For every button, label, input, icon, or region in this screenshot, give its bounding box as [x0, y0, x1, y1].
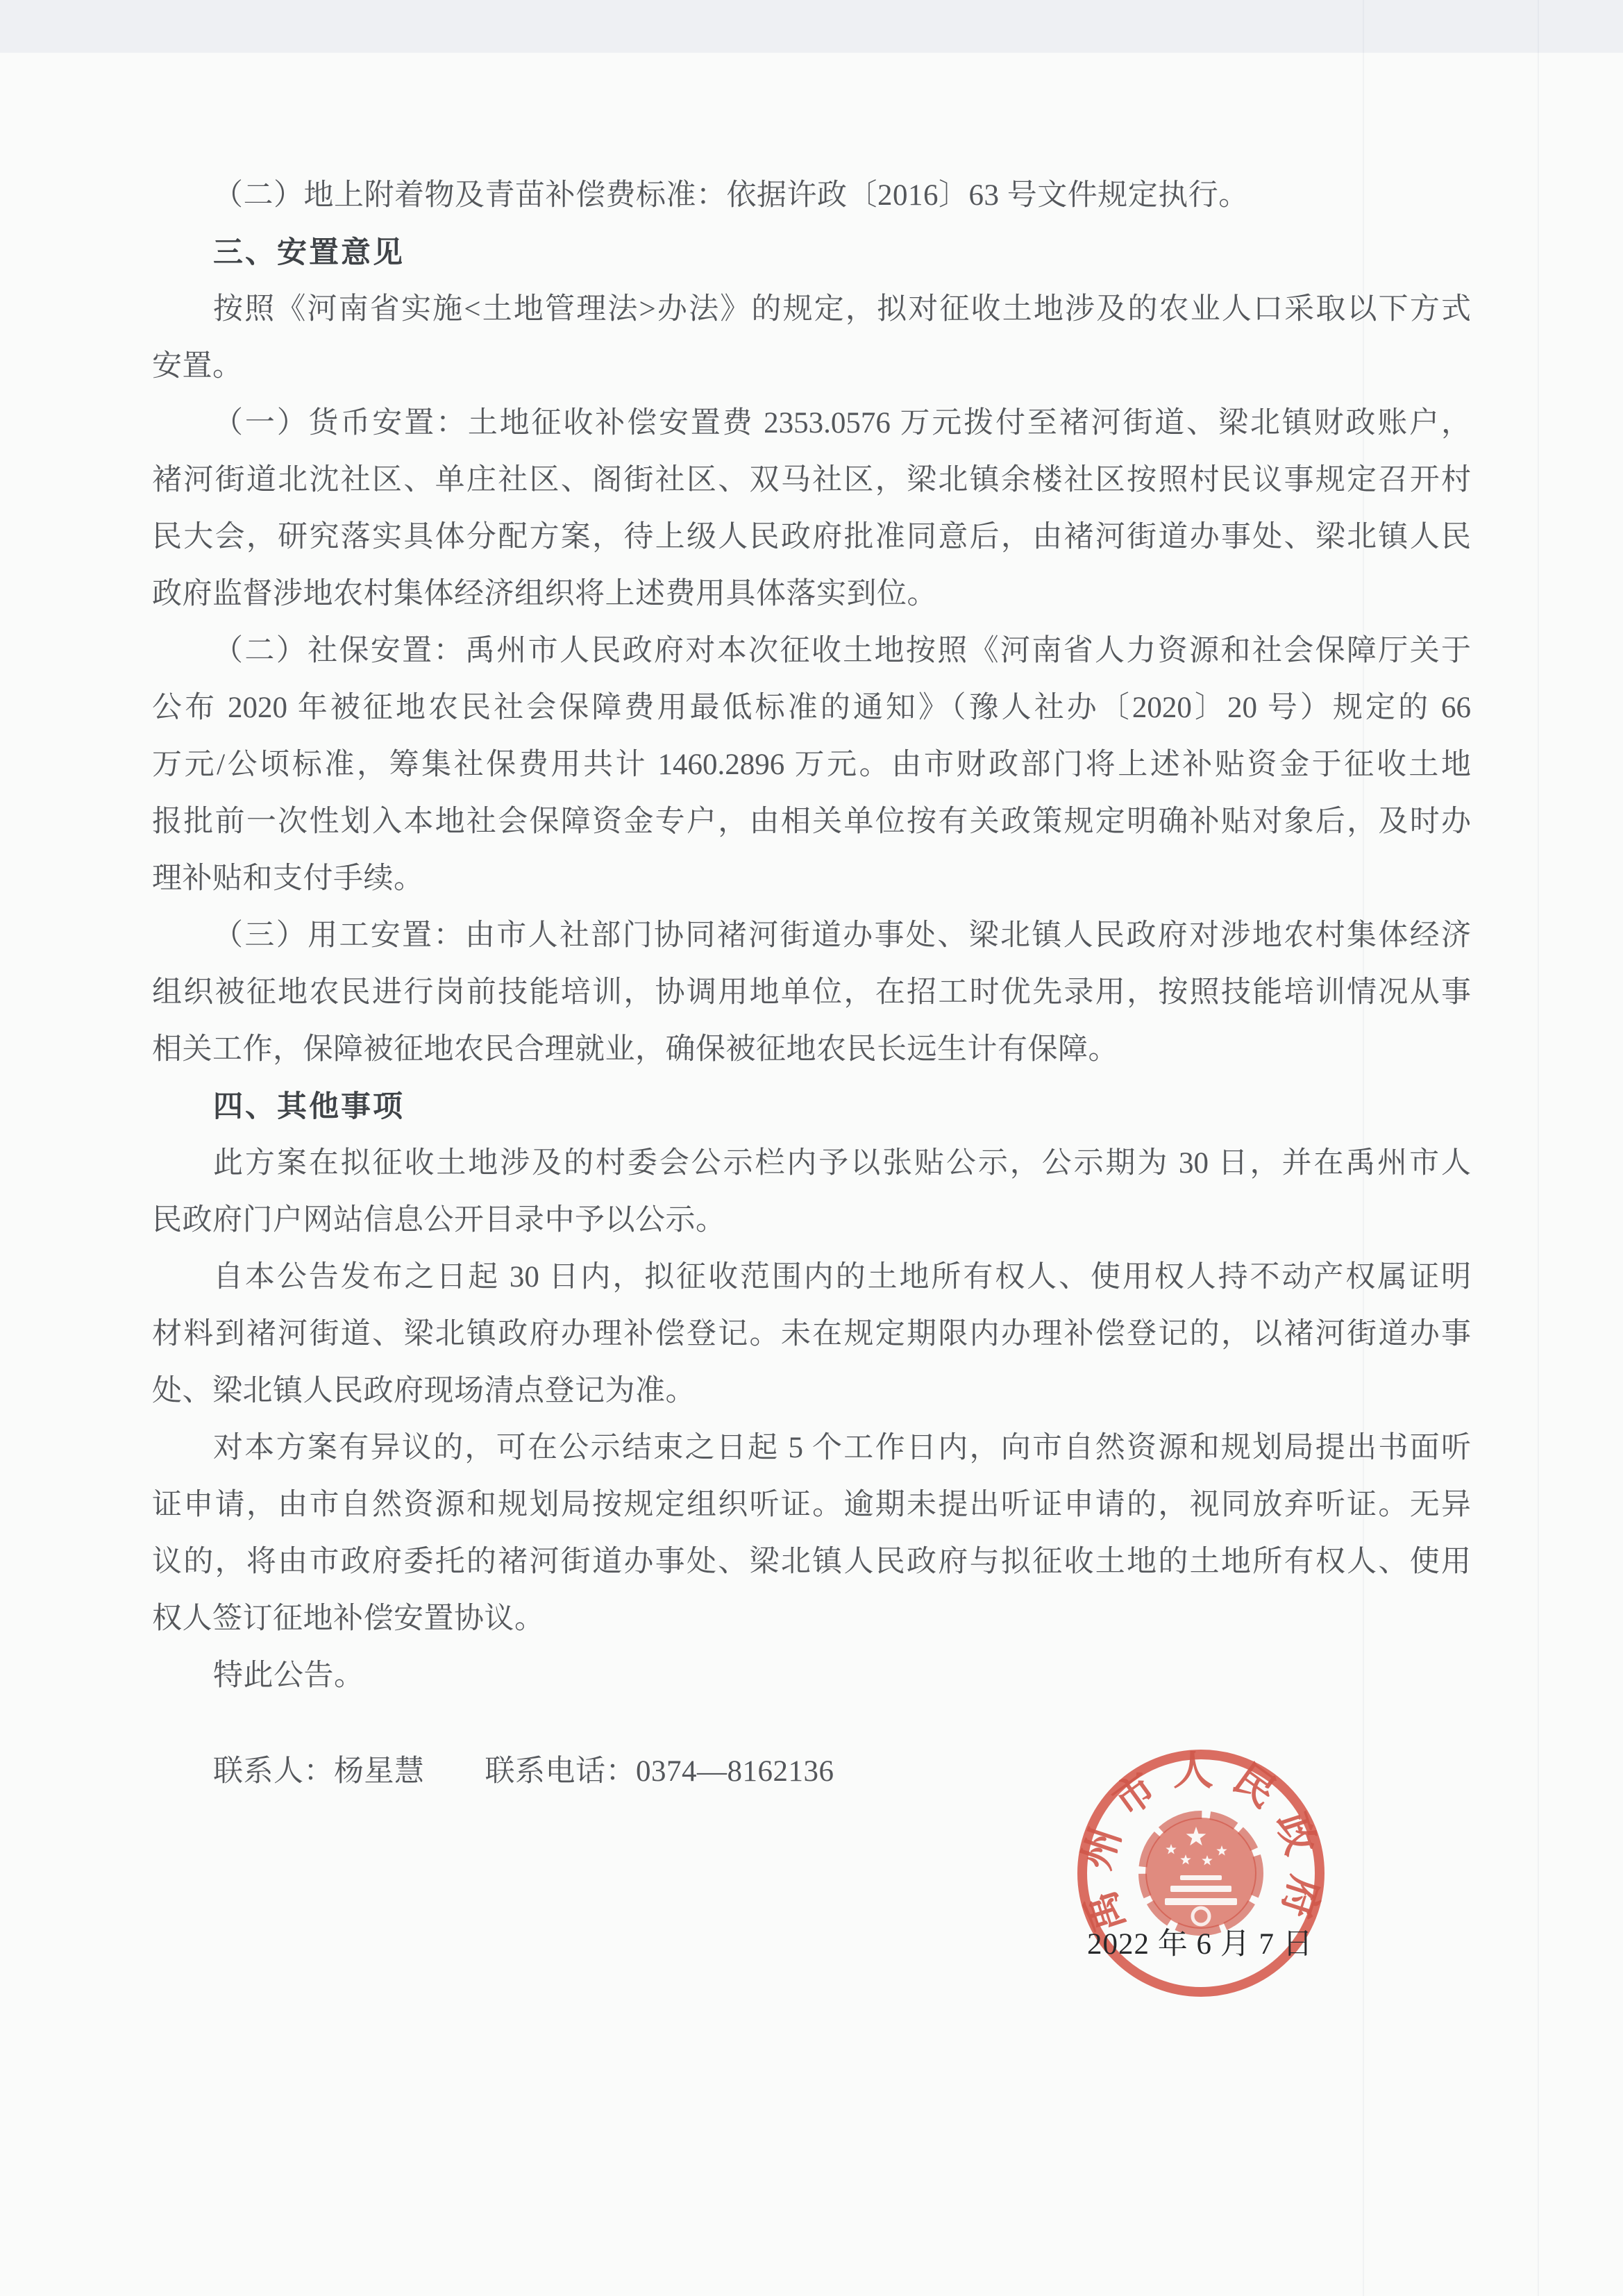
document-line: 安置。 — [152, 350, 243, 383]
closing-line: 特此公告。 — [213, 1659, 364, 1692]
issue-date: 2022 年 6 月 7 日 — [1087, 1928, 1313, 1961]
document-line: 权人签订征地补偿安置协议。 — [152, 1602, 545, 1635]
document-line: 材料到褚河街道、梁北镇政府办理补偿登记。未在规定期限内办理补偿登记的，以褚河街道办事 — [152, 1318, 1471, 1350]
document-line: 处、梁北镇人民政府现场清点登记为准。 — [152, 1375, 696, 1407]
document-line: （一）货币安置：土地征收补偿安置费 2353.0576 万元拨付至褚河街道、梁北镇财政账户， — [213, 407, 1471, 439]
document-line: 证申请，由市自然资源和规划局按规定组织听证。逾期未提出听证申请的，视同放弃听证。无异 — [152, 1489, 1471, 1521]
contact-line: 联系人：杨星慧 联系电话：0374—8162136 — [213, 1755, 834, 1788]
document-line: （三）用工安置：由市人社部门协同褚河街道办事处、梁北镇人民政府对涉地农村集体经济 — [213, 919, 1471, 952]
document-line: 褚河街道北沈社区、单庄社区、阁街社区、双马社区，梁北镇余楼社区按照村民议事规定召开村 — [152, 464, 1471, 496]
document-line: （二）地上附着物及青苗补偿费标准：依据许政〔2016〕63 号文件规定执行。 — [213, 179, 1249, 212]
official-seal — [1062, 1734, 1340, 2012]
section-heading-3: 三、安置意见 — [213, 236, 405, 269]
document-line: 理补贴和支付手续。 — [152, 862, 424, 895]
document-line: 对本方案有异议的，可在公示结束之日起 5 个工作日内，向市自然资源和规划局提出书面听 — [213, 1432, 1471, 1464]
document-line: 民政府门户网站信息公开目录中予以公示。 — [152, 1204, 726, 1237]
document-line: 相关工作，保障被征地农民合理就业，确保被征地农民长远生计有保障。 — [152, 1033, 1118, 1066]
seal-org-text: 禹州市人民政府 — [1073, 1748, 1329, 1938]
document-line: 政府监督涉地农村集体经济组织将上述费用具体落实到位。 — [152, 578, 937, 610]
document-line: 报批前一次性划入本地社会保障资金专户，由相关单位按有关政策规定明确补贴对象后，及时办 — [152, 805, 1471, 838]
document-line: 公布 2020 年被征地农民社会保障费用最低标准的通知》（豫人社办〔2020〕20 号）规定的 66 — [152, 692, 1471, 724]
document-line: 组织被征地农民进行岗前技能培训，协调用地单位，在招工时优先录用，按照技能培训情况从事 — [152, 976, 1471, 1009]
document-line: 民大会，研究落实具体分配方案，待上级人民政府批准同意后，由褚河街道办事处、梁北镇人民 — [152, 521, 1471, 553]
scan-streak — [1538, 0, 1539, 2296]
document-line: 按照《河南省实施<土地管理法>办法》的规定，拟对征收土地涉及的农业人口采取以下方式 — [213, 293, 1471, 326]
document-line: （二）社保安置：禹州市人民政府对本次征收土地按照《河南省人力资源和社会保障厅关于 — [213, 635, 1471, 667]
national-emblem-icon — [1143, 1815, 1259, 1932]
document-line: 万元/公顷标准，筹集社保费用共计 1460.2896 万元。由市财政部门将上述补贴资金于征收土地 — [152, 748, 1471, 781]
document-line: 此方案在拟征收土地涉及的村委会公示栏内予以张贴公示，公示期为 30 日，并在禹州市人 — [213, 1147, 1471, 1180]
scan-edge-band — [0, 0, 1623, 53]
document-line: 自本公告发布之日起 30 日内，拟征收范围内的土地所有权人、使用权人持不动产权属证明 — [213, 1261, 1471, 1293]
section-heading-4: 四、其他事项 — [213, 1090, 405, 1123]
document-body — [152, 167, 1471, 1800]
document-line: 议的，将由市政府委托的褚河街道办事处、梁北镇人民政府与拟征收土地的土地所有权人、使用 — [152, 1545, 1471, 1578]
